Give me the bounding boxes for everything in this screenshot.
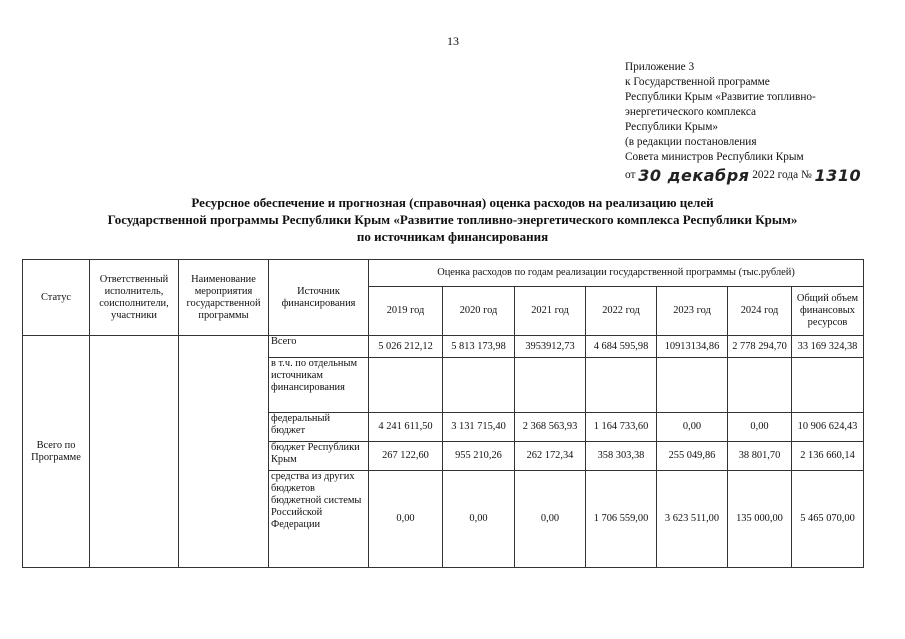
- appendix-line: энергетического комплекса: [625, 106, 756, 118]
- value-cell: 135 000,00: [728, 471, 792, 568]
- value-cell: 5 813 173,98: [443, 336, 515, 358]
- date-prefix: от: [625, 169, 639, 181]
- document-title: [0, 194, 905, 245]
- header-year: 2023 год: [657, 287, 728, 336]
- value-cell: 3953912,73: [515, 336, 586, 358]
- appendix-line: Совета министров Республики Крым: [625, 151, 804, 163]
- executor-cell: [90, 336, 179, 568]
- value-cell: 3 131 715,40: [443, 413, 515, 442]
- value-cell: 4 241 611,50: [369, 413, 443, 442]
- value-cell: [657, 358, 728, 413]
- title-line: Ресурсное обеспечение и прогнозная (справочная) оценка расходов на реализацию целей: [191, 195, 714, 210]
- appendix-line: Республики Крым «Развитие топливно-: [625, 91, 816, 103]
- value-cell: 5 026 212,12: [369, 336, 443, 358]
- total-cell: 2 136 660,14: [792, 442, 864, 471]
- header-status: Статус: [23, 260, 90, 336]
- value-cell: [728, 358, 792, 413]
- total-cell: [792, 358, 864, 413]
- value-cell: 3 623 511,00: [657, 471, 728, 568]
- appendix-line: к Государственной программе: [625, 76, 770, 88]
- value-cell: 0,00: [728, 413, 792, 442]
- source-cell: Всего: [269, 336, 369, 358]
- source-cell: средства из других бюджетов бюджетной системы Российской Федерации: [269, 471, 369, 568]
- appendix-line: Республики Крым»: [625, 121, 719, 133]
- header-event: Наименование мероприятия государственной программы: [179, 260, 269, 336]
- header-row: [23, 260, 864, 287]
- value-cell: 262 172,34: [515, 442, 586, 471]
- source-cell: бюджет Республики Крым: [269, 442, 369, 471]
- total-cell: 10 906 624,43: [792, 413, 864, 442]
- value-cell: 358 303,38: [586, 442, 657, 471]
- header-year: 2021 год: [515, 287, 586, 336]
- value-cell: 255 049,86: [657, 442, 728, 471]
- appendix-date-line: [625, 165, 895, 183]
- value-cell: 0,00: [443, 471, 515, 568]
- table-row: [23, 336, 864, 358]
- value-cell: 2 368 563,93: [515, 413, 586, 442]
- page-number: 13: [447, 34, 459, 48]
- value-cell: 4 684 595,98: [586, 336, 657, 358]
- header-source: Источник финансирования: [269, 260, 369, 336]
- header-year: 2022 год: [586, 287, 657, 336]
- total-cell: 5 465 070,00: [792, 471, 864, 568]
- value-cell: [515, 358, 586, 413]
- source-cell: федеральный бюджет: [269, 413, 369, 442]
- appendix-line: Приложение 3: [625, 61, 695, 73]
- value-cell: 955 210,26: [443, 442, 515, 471]
- value-cell: [369, 358, 443, 413]
- header-executor: Ответственный исполнитель, соисполнители, участники: [90, 260, 179, 336]
- value-cell: 267 122,60: [369, 442, 443, 471]
- total-cell: 33 169 324,38: [792, 336, 864, 358]
- date-suffix: 2022 года №: [749, 169, 815, 181]
- header-estimate: Оценка расходов по годам реализации государственной программы (тыс.рублей): [369, 260, 864, 287]
- value-cell: 2 778 294,70: [728, 336, 792, 358]
- title-line: по источникам финансирования: [356, 229, 549, 244]
- value-cell: 1 706 559,00: [586, 471, 657, 568]
- title-line: Государственной программы Республики Крым «Развитие топливно-энергетического комплекса Республики Крым»: [107, 212, 798, 227]
- header-year: 2020 год: [443, 287, 515, 336]
- value-cell: 38 801,70: [728, 442, 792, 471]
- value-cell: 0,00: [515, 471, 586, 568]
- value-cell: 1 164 733,60: [586, 413, 657, 442]
- handwritten-date: 30 декабря: [638, 166, 750, 185]
- header-total: Общий объем финансовых ресурсов: [792, 287, 864, 336]
- value-cell: 0,00: [657, 413, 728, 442]
- appendix-block: [625, 60, 895, 183]
- header-year: 2019 год: [369, 287, 443, 336]
- value-cell: 0,00: [369, 471, 443, 568]
- value-cell: 10913134,86: [657, 336, 728, 358]
- status-cell: Всего по Программе: [23, 336, 90, 568]
- value-cell: [443, 358, 515, 413]
- event-cell: [179, 336, 269, 568]
- header-year: 2024 год: [728, 287, 792, 336]
- source-cell: в т.ч. по отдельным источникам финансирования: [269, 358, 369, 413]
- handwritten-number: 1310: [814, 166, 862, 185]
- appendix-line: (в редакции постановления: [625, 136, 757, 148]
- resources-table: [22, 259, 864, 568]
- value-cell: [586, 358, 657, 413]
